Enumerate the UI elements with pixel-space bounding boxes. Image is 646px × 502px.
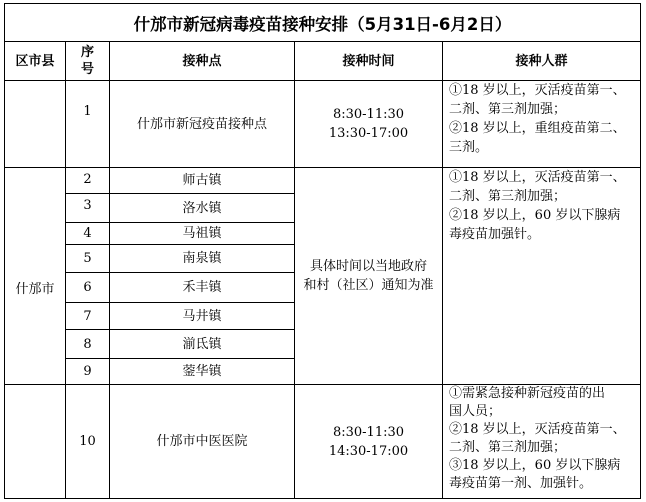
table-border-bottom: [4, 498, 641, 499]
row-6-site: 禾丰镇: [182, 280, 222, 295]
row-4-site: 马祖镇: [182, 226, 222, 241]
row-9-seq: 9: [83, 364, 92, 379]
group-2-time-line-1: 具体时间以当地政府: [309, 259, 427, 274]
row-6-seq: 6: [83, 280, 92, 295]
row-3-seq: 3: [83, 197, 92, 213]
group-3-time-line-1: 8:30-11:30: [332, 424, 405, 440]
header-seq-line-2: 号: [80, 62, 94, 77]
group-3-people-line-6: 毒疫苗第一剂、加强针。: [449, 476, 593, 491]
row-4-seq: 4: [83, 226, 92, 241]
row-10-site: 什邡市中医医院: [156, 434, 248, 449]
group-2-people: [443, 168, 640, 384]
group-1-time-line-1: 8:30-11:30: [332, 107, 405, 122]
group-3-people-line-2: 国人员；: [449, 404, 502, 419]
group-1-people-line-4: 三剂。: [449, 140, 489, 155]
row-5-site: 南泉镇: [182, 251, 222, 266]
group-3-people-line-3: ②18 岁以上，灭活疫苗第一、: [449, 422, 626, 437]
header-time: 接种时间: [342, 53, 395, 69]
header-county: 区市县: [15, 53, 55, 69]
group-2-people-line-4: 毒疫苗加强针。: [449, 227, 541, 242]
row-1-site: 什邡市新冠疫苗接种点: [136, 116, 267, 132]
group-2-people-line-2: 二剂、第三剂加强；: [449, 189, 567, 204]
group-1-people-line-1: ①18 岁以上，灭活疫苗第一、: [449, 83, 626, 98]
group-3-people-line-1: ①需紧急接种新冠疫苗的出: [449, 386, 606, 401]
county-name: 什邡市: [15, 282, 55, 297]
row-3-site: 洛水镇: [182, 200, 222, 216]
group-2-people-line-3: ②18 岁以上，60 岁以下腺病: [449, 208, 621, 223]
group-1-people: [443, 81, 640, 167]
group-2-time-line-2: 和村（社区）通知为准: [303, 278, 434, 293]
row-7-seq: 7: [83, 308, 92, 324]
row-2-site: 师古镇: [182, 173, 222, 188]
header-seq: [66, 42, 109, 80]
row-5-seq: 5: [83, 251, 92, 266]
row-8-seq: 8: [83, 336, 92, 352]
header-seq-line-1: 序: [80, 45, 94, 60]
row-9-site: 蓥华镇: [182, 364, 222, 379]
group-3-time: [295, 385, 442, 498]
row-2-seq: 2: [83, 171, 92, 187]
header-people: 接种人群: [515, 53, 568, 69]
row-8-site: 湔氐镇: [182, 336, 222, 352]
table-border-right: [640, 3, 641, 499]
group-1-time: [295, 81, 442, 167]
group-3-time-line-2: 14:30-17:00: [328, 443, 409, 459]
group-2-time: [295, 168, 442, 384]
group-3-people-line-4: 二剂、第三剂加强；: [449, 440, 567, 455]
group-2-people-line-1: ①18 岁以上，灭活疫苗第一、: [449, 170, 626, 185]
row-10-seq: 10: [79, 434, 96, 449]
row-1-seq: 1: [83, 103, 92, 119]
group-1-time-line-2: 13:30-17:00: [328, 126, 409, 141]
group-1-people-line-3: ②18 岁以上，重组疫苗第二、: [449, 121, 626, 136]
header-site: 接种点: [182, 53, 222, 69]
page-title: 什邡市新冠病毒疫苗接种安排（5月31日-6月2日）: [133, 14, 512, 34]
group-3-people-line-5: ③18 岁以上，60 岁以下腺病: [449, 458, 621, 473]
group-1-people-line-2: 二剂、第三剂加强；: [449, 102, 567, 117]
group-3-people: [443, 385, 640, 498]
vaccination-schedule-table: [4, 3, 641, 499]
row-7-site: 马井镇: [182, 308, 222, 324]
